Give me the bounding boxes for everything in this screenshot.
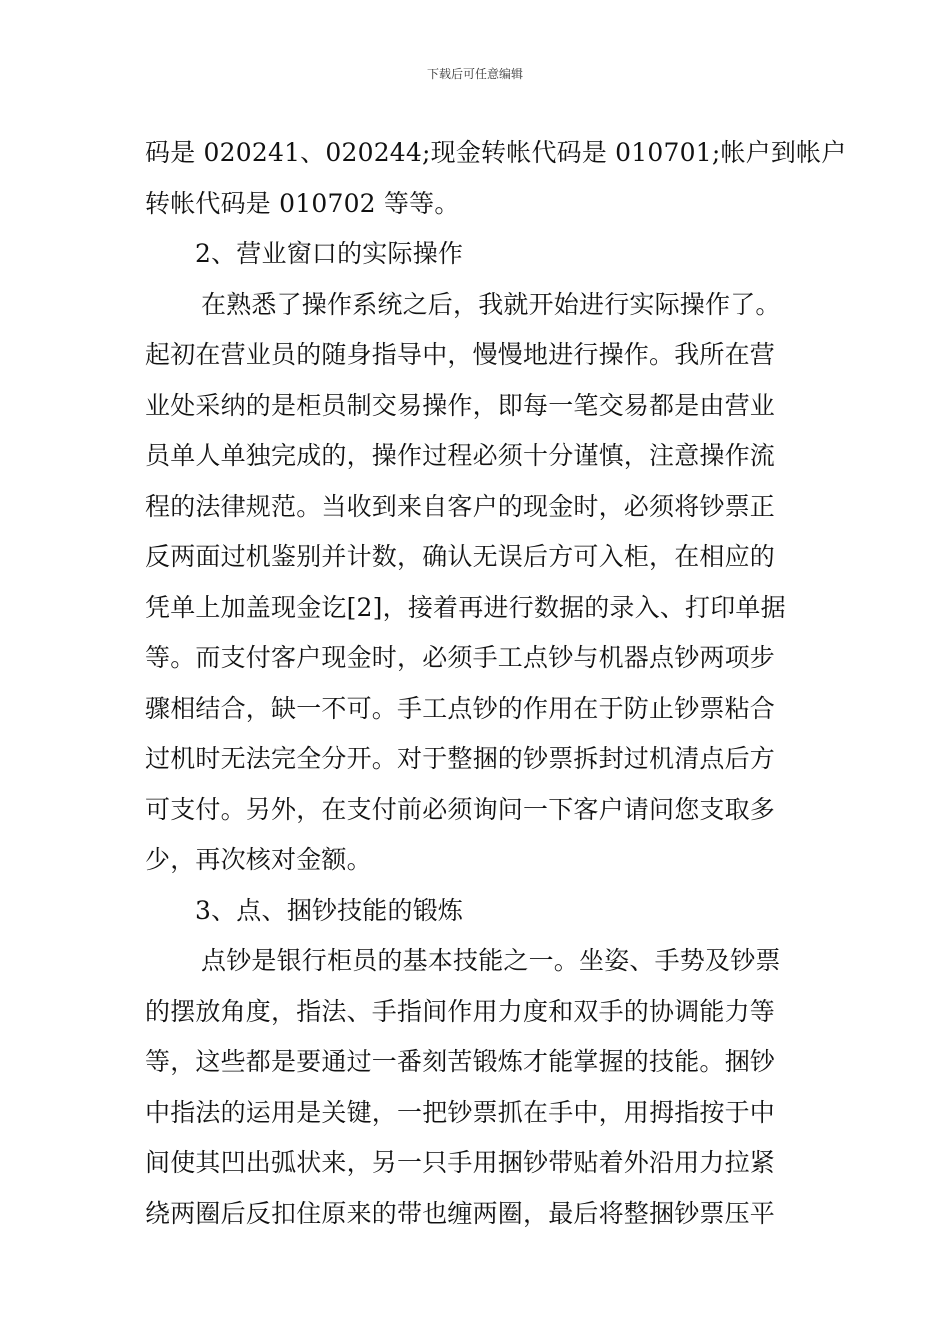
section-heading: 3、点、捆钞技能的锻炼 bbox=[195, 895, 464, 925]
body-line: 业处采纳的是柜员制交易操作，即每一笔交易都是由营业 bbox=[145, 390, 776, 420]
body-line: 转帐代码是 010702 等等。 bbox=[145, 188, 460, 218]
body-line: 反两面过机鉴别并计数，确认无误后方可入柜，在相应的 bbox=[145, 542, 776, 571]
body-line: 等，这些都是要通过一番刻苦锻炼才能掌握的技能。捆钞 bbox=[145, 1047, 776, 1076]
body-line: 少，再次核对金额。 bbox=[145, 845, 372, 874]
body-line: 过机时无法完全分开。对于整捆的钞票拆封过机清点后方 bbox=[145, 744, 776, 773]
body-line: 程的法律规范。当收到来自客户的现金时，必须将钞票正 bbox=[145, 491, 776, 521]
body-line: 在熟悉了操作系统之后，我就开始进行实际操作了。 bbox=[201, 289, 781, 319]
body-line: 码是 020241、020244;现金转帐代码是 010701;帐户到帐户 bbox=[145, 138, 847, 167]
document-body bbox=[145, 128, 847, 1239]
body-line: 骤相结合，缺一不可。手工点钞的作用在于防止钞票粘合 bbox=[145, 693, 776, 723]
body-line: 绕两圈后反扣住原来的带也缠两圈，最后将整捆钞票压平 bbox=[145, 1198, 776, 1228]
page-header: 下载后可任意编辑 bbox=[426, 67, 523, 81]
body-line: 等。而支付客户现金时，必须手工点钞与机器点钞两项步 bbox=[145, 643, 776, 672]
body-line: 间使其凹出弧状来，另一只手用捆钞带贴着外沿用力拉紧 bbox=[145, 1148, 776, 1177]
body-line: 的摆放角度，指法、手指间作用力度和双手的协调能力等 bbox=[145, 996, 776, 1026]
body-line: 点钞是银行柜员的基本技能之一。坐姿、手势及钞票 bbox=[201, 946, 781, 975]
body-line: 起初在营业员的随身指导中，慢慢地进行操作。我所在营 bbox=[145, 340, 776, 369]
body-line: 员单人单独完成的，操作过程必须十分谨慎，注意操作流 bbox=[145, 441, 776, 470]
body-line: 凭单上加盖现金讫[2]，接着再进行数据的录入、打印单据 bbox=[145, 592, 786, 622]
body-line: 可支付。另外，在支付前必须询问一下客户请问您支取多 bbox=[145, 794, 776, 824]
section-heading: 2、营业窗口的实际操作 bbox=[195, 239, 464, 268]
body-line: 中指法的运用是关键，一把钞票抓在手中，用拇指按于中 bbox=[145, 1097, 776, 1127]
